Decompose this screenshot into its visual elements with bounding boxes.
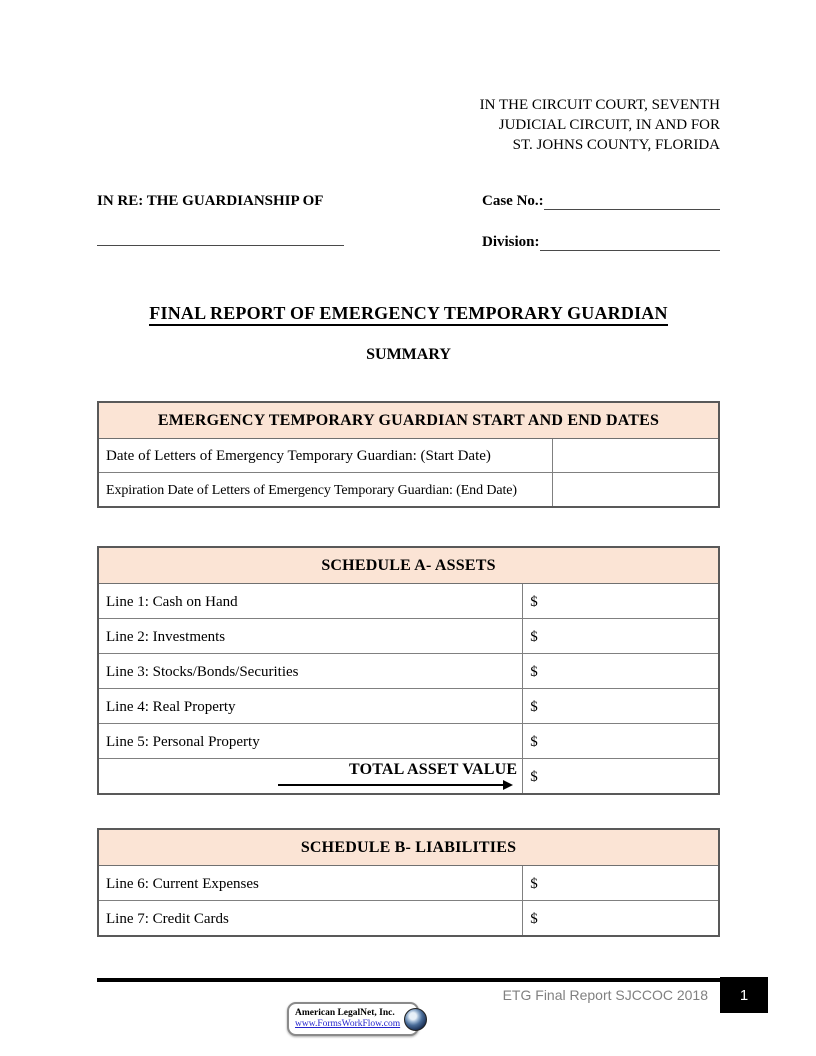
schedule-a-header-row (98, 547, 719, 584)
ward-name-blank-field[interactable] (97, 228, 344, 246)
division-label: Division: (482, 234, 540, 250)
court-header-line-3: ST. JOHNS COUNTY, FLORIDA (512, 137, 720, 153)
line-5-label: Line 5: Personal Property (98, 723, 523, 758)
footer-report-label: ETG Final Report SJCCOC 2018 (502, 987, 708, 1003)
total-asset-label: TOTAL ASSET VALUE (349, 760, 518, 778)
case-no-label: Case No.: (482, 193, 544, 209)
page-number-badge (720, 977, 768, 1013)
line-5-amount-field[interactable]: $ (523, 723, 719, 758)
schedule-b-header: SCHEDULE B- LIABILITIES (98, 829, 719, 866)
table-row (98, 723, 719, 758)
total-asset-cell (98, 758, 523, 794)
court-header-line-1: IN THE CIRCUIT COURT, SEVENTH (479, 97, 720, 113)
table-row (98, 901, 719, 937)
table-row (98, 583, 719, 618)
schedule-b-table (97, 828, 720, 938)
division-row (97, 228, 720, 251)
schedule-a-header: SCHEDULE A- ASSETS (98, 547, 719, 584)
table-row (98, 439, 719, 473)
line-1-amount-field[interactable]: $ (523, 583, 719, 618)
line-3-label: Line 3: Stocks/Bonds/Securities (98, 653, 523, 688)
document-subtitle: SUMMARY (366, 346, 451, 363)
logo-text (295, 1008, 400, 1030)
end-date-value-field[interactable] (553, 473, 719, 507)
division-group (482, 233, 720, 251)
line-7-label: Line 7: Credit Cards (98, 901, 523, 937)
total-asset-amount-field[interactable]: $ (523, 758, 719, 794)
dates-table-header: EMERGENCY TEMPORARY GUARDIAN START AND END DATES (98, 402, 719, 439)
line-2-amount-field[interactable]: $ (523, 618, 719, 653)
american-legalnet-logo (287, 1002, 419, 1036)
schedule-b-header-row (98, 829, 719, 866)
line-1-label: Line 1: Cash on Hand (98, 583, 523, 618)
table-row (98, 653, 719, 688)
start-date-label: Date of Letters of Emergency Temporary Guardian: (Start Date) (98, 439, 553, 473)
end-date-label: Expiration Date of Letters of Emergency Temporary Guardian: (End Date) (98, 473, 553, 507)
court-header-line-2: JUDICIAL CIRCUIT, IN AND FOR (498, 117, 720, 133)
line-2-label: Line 2: Investments (98, 618, 523, 653)
table-row (98, 865, 719, 901)
table-row (98, 688, 719, 723)
logo-company-name: American LegalNet, Inc. (295, 1008, 395, 1018)
start-date-value-field[interactable] (553, 439, 719, 473)
schedule-a-table (97, 546, 720, 795)
table-row (98, 473, 719, 507)
in-re-label: IN RE: THE GUARDIANSHIP OF (97, 193, 324, 209)
line-6-label: Line 6: Current Expenses (98, 865, 523, 901)
page-number: 1 (739, 986, 749, 1004)
document-title: FINAL REPORT OF EMERGENCY TEMPORARY GUARDIAN (97, 303, 720, 324)
line-3-amount-field[interactable]: $ (523, 653, 719, 688)
line-6-amount-field[interactable]: $ (523, 865, 719, 901)
line-7-amount-field[interactable]: $ (523, 901, 719, 937)
case-no-blank-field[interactable] (544, 192, 720, 210)
line-4-amount-field[interactable]: $ (523, 688, 719, 723)
logo-website-link[interactable]: www.FormsWorkFlow.com (295, 1019, 401, 1029)
division-blank-field[interactable] (540, 233, 720, 251)
dates-table (97, 401, 720, 508)
total-asset-row (98, 758, 719, 794)
ward-name-group (97, 228, 482, 251)
line-4-label: Line 4: Real Property (98, 688, 523, 723)
case-no-group (482, 192, 720, 210)
court-header (97, 95, 720, 155)
dates-table-header-row (98, 402, 719, 439)
right-arrow-icon (278, 780, 513, 790)
table-row (98, 618, 719, 653)
in-re-row (97, 192, 720, 210)
page-content (97, 0, 720, 937)
footer-divider (97, 978, 720, 982)
globe-icon (404, 1008, 427, 1031)
